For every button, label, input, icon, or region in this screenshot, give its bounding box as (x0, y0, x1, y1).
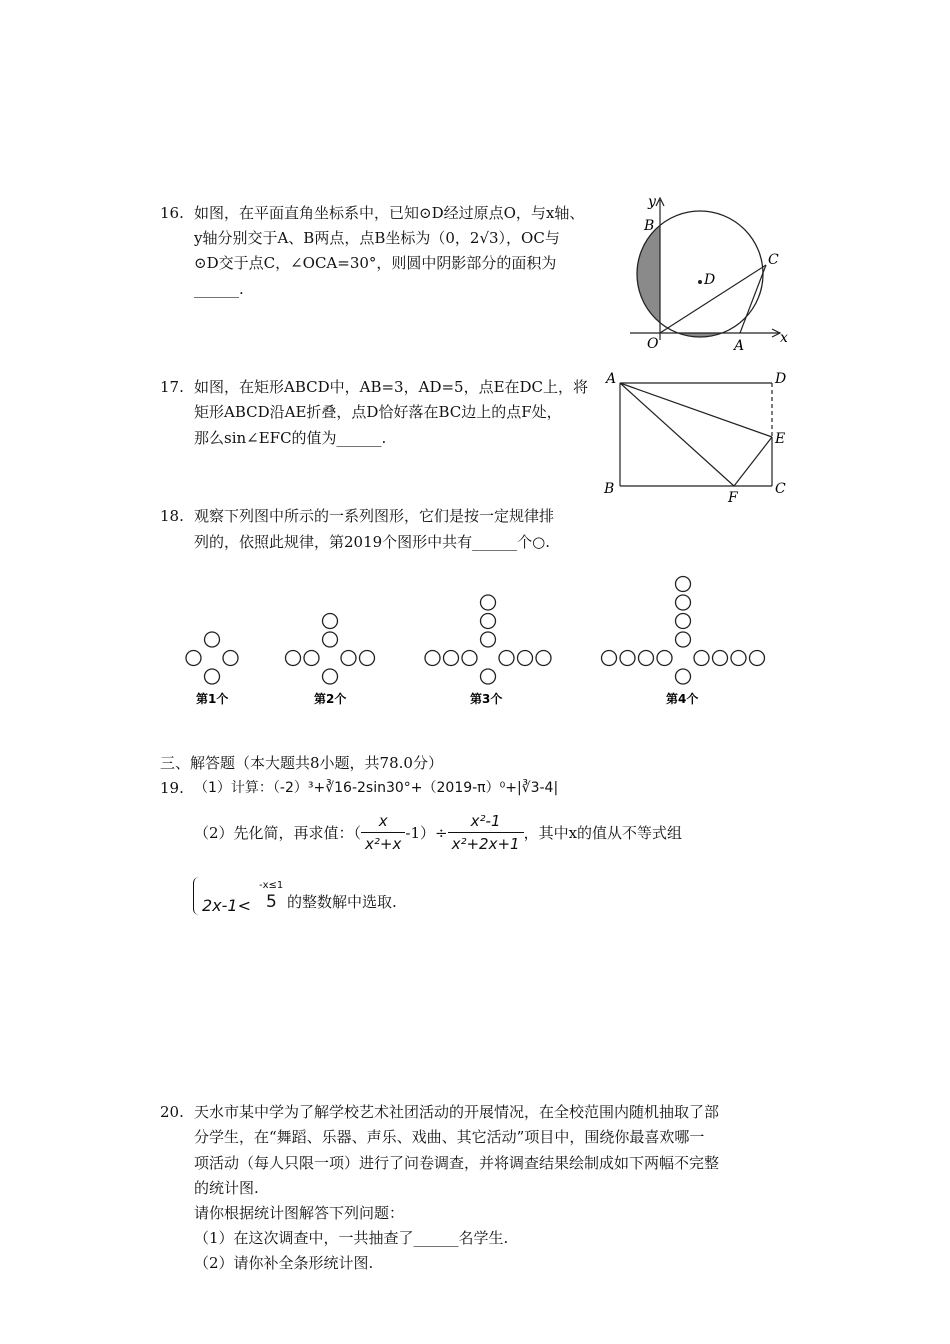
q18-fig4-circle-left-4 (602, 651, 617, 666)
q19-fraction-2 (448, 810, 524, 855)
q18-fig4-circle-right-4 (750, 651, 765, 666)
q20-line2: 分学生，在“舞蹈、乐器、声乐、戏曲、其它活动”项目中，围绕你最喜欢哪一 (194, 1128, 705, 1146)
q18-fig1-circle-bottom (205, 669, 220, 684)
q17-segment-FE (734, 437, 772, 486)
q18-fig4-circle-top-1 (676, 632, 691, 647)
q17-label-C: C (775, 481, 786, 497)
q20-number: 20. (160, 1103, 184, 1121)
q16-label-y: y (648, 194, 656, 210)
q19-frac1-denominator: x²+x (365, 835, 402, 853)
q17-segment-AE (620, 383, 772, 437)
q19-part2-row (194, 810, 682, 855)
q19-part2-prefix: （2）先化简，再求值：（ (194, 824, 362, 842)
q18-fig2-circle-left-1 (304, 651, 319, 666)
q17-label-F: F (728, 490, 738, 505)
q16-line4: ______. (194, 280, 244, 298)
q18-line1: 观察下列图中所示的一系列图形，它们是按一定规律排 (194, 507, 555, 525)
q16-label-A: A (734, 338, 745, 354)
q18-figure-label-4: 第4个 (666, 692, 699, 706)
q18-fig1-circle-left-1 (186, 651, 201, 666)
q20-line1: 天水市某中学为了解学校艺术社团活动的开展情况，在全校范围内随机抽取了部 (194, 1103, 720, 1121)
q19-frac2-denominator: x²+2x+1 (451, 835, 520, 853)
q18-figure-label-1: 第1个 (196, 692, 229, 706)
q19-frac2-numerator: x²-1 (448, 810, 524, 833)
q18-fig4-circle-right-1 (694, 651, 709, 666)
q16-line2: y轴分别交于A、B两点，点B坐标为（0，2√3），OC与 (194, 229, 560, 247)
q17-line3: 那么sin∠EFC的值为______. (194, 429, 387, 447)
q18-fig2-circle-bottom (323, 669, 338, 684)
q19-part2-suffix: ，其中x的值从不等式组 (523, 824, 683, 842)
q18-fig3-circle-left-1 (462, 651, 477, 666)
q16-shaded-bottom (660, 333, 740, 350)
q19-part2-mid: -1）÷ (405, 824, 448, 842)
section3-title: 三、解答题（本大题共8小题，共78.0分） (160, 754, 443, 772)
q18-circle-patterns (170, 570, 780, 715)
q18-fig4-circle-left-3 (620, 651, 635, 666)
q16-circle-figure (620, 190, 795, 360)
q17-label-B: B (604, 481, 615, 497)
q18-fig3-circle-top-2 (481, 614, 496, 629)
q18-fig2-circle-top-2 (323, 614, 338, 629)
q17-rectangle-figure (600, 365, 795, 505)
q18-fig4-circle-top-3 (676, 595, 691, 610)
q18-fig4-circle-right-3 (731, 651, 746, 666)
q18-fig3-circle-bottom (481, 669, 496, 684)
q16-label-C: C (768, 252, 779, 268)
q20-line6: （1）在这次调查中，一共抽查了______名学生. (194, 1229, 509, 1247)
q18-fig3-circle-left-3 (425, 651, 440, 666)
q18-number: 18. (160, 507, 184, 525)
q16-point-D (698, 280, 702, 284)
q18-fig4-circle-top-2 (676, 614, 691, 629)
q19-inequality-2-left: 2x-1< (202, 896, 252, 915)
q17-label-D: D (775, 371, 787, 387)
q18-fig4-circle-top-4 (676, 577, 691, 592)
q18-fig2-circle-right-2 (360, 651, 375, 666)
q19-part2-end: 的整数解中选取. (287, 893, 397, 911)
q20-line3: 项活动（每人只限一项）进行了问卷调查，并将调查结果绘制成如下两幅不完整 (194, 1154, 720, 1172)
q17-number: 17. (160, 378, 184, 396)
q18-figure-label-3: 第3个 (470, 692, 503, 706)
q19-inequality-2-right: 5 (266, 892, 277, 912)
q18-fig3-circle-right-3 (536, 651, 551, 666)
q20-line5: 请你根据统计图解答下列问题： (194, 1204, 405, 1222)
q18-fig1-circle-right-1 (223, 651, 238, 666)
q16-line1: 如图，在平面直角坐标系中，已知⊙D经过原点O，与x轴、 (194, 204, 585, 222)
q16-label-O: O (647, 336, 659, 352)
q17-label-E: E (775, 431, 786, 447)
q16-label-B: B (644, 218, 655, 234)
q16-label-D: D (704, 272, 716, 288)
q19-inequality-1: -x≤1 (259, 880, 284, 891)
q19-inequality-brace (193, 877, 200, 915)
q17-segment-AF (620, 383, 734, 486)
q18-fig2-circle-right-1 (341, 651, 356, 666)
q18-fig3-circle-top-3 (481, 595, 496, 610)
q16-label-x: x (780, 330, 788, 346)
q18-fig4-circle-bottom (676, 669, 691, 684)
q18-fig4-circle-left-2 (639, 651, 654, 666)
q16-segment-CA (740, 265, 766, 333)
q18-fig4-circle-right-2 (713, 651, 728, 666)
q18-figure-label-2: 第2个 (314, 692, 347, 706)
q19-fraction-1 (361, 810, 405, 855)
q18-fig3-circle-right-1 (499, 651, 514, 666)
q18-fig2-circle-top-1 (323, 632, 338, 647)
q18-fig3-circle-left-2 (444, 651, 459, 666)
q19-number: 19. (160, 779, 184, 797)
q18-fig4-circle-left-1 (657, 651, 672, 666)
q19-frac1-numerator: x (361, 810, 405, 833)
q18-fig3-circle-top-1 (481, 632, 496, 647)
q17-line1: 如图，在矩形ABCD中，AB=3，AD=5，点E在DC上，将 (194, 378, 589, 396)
q16-line3: ⊙D交于点C，∠OCA=30°，则圆中阴影部分的面积为 (194, 254, 557, 272)
q20-line7: （2）请你补全条形统计图. (194, 1254, 374, 1272)
q19-part1: （1）计算：（-2）³+∛16-2sin30°+（2019-π）⁰+|∛3-4| (194, 780, 559, 796)
q18-fig3-circle-right-2 (518, 651, 533, 666)
q17-label-A: A (606, 371, 617, 387)
q18-fig1-circle-top-1 (205, 632, 220, 647)
q16-number: 16. (160, 204, 184, 222)
q17-line2: 矩形ABCD沿AE折叠，点D恰好落在BC边上的点F处， (194, 403, 562, 421)
q18-fig2-circle-left-2 (286, 651, 301, 666)
q18-line2: 列的，依照此规律，第2019个图形中共有______个○. (194, 533, 551, 551)
q20-line4: 的统计图. (194, 1179, 259, 1197)
